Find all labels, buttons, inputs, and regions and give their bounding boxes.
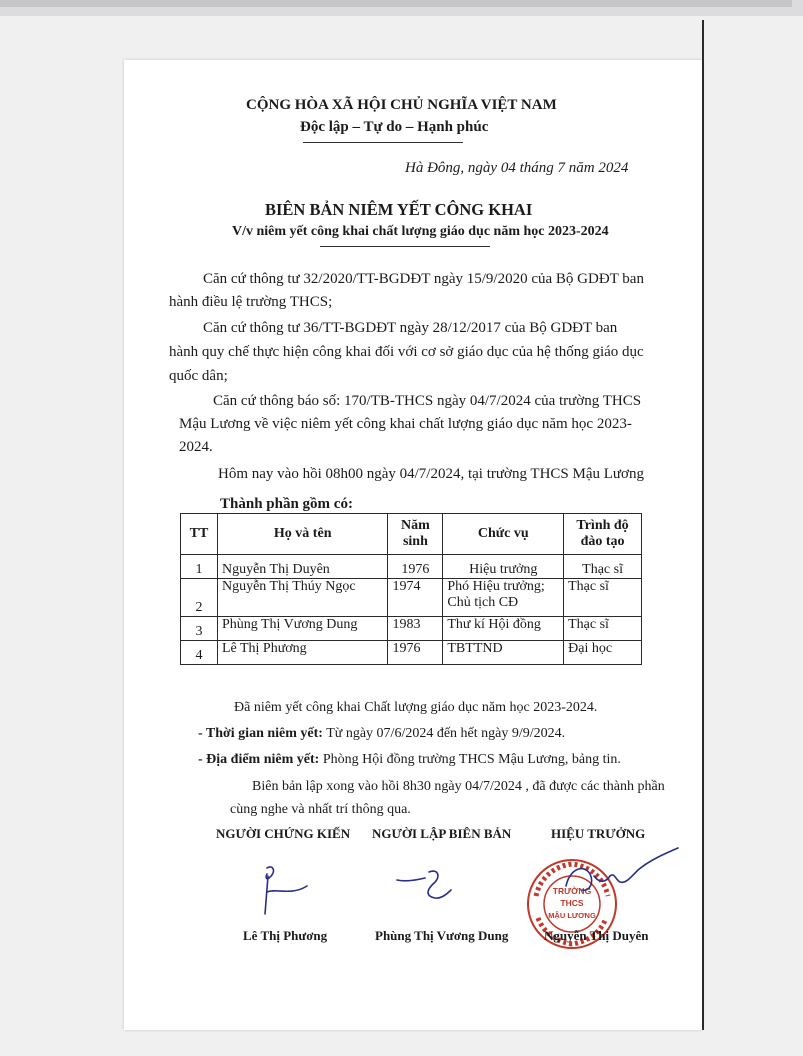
recorder-signature-icon xyxy=(395,868,465,904)
cell-role: Hiệu trưởng xyxy=(443,555,564,579)
cell-name: Nguyễn Thị Thúy Ngọc xyxy=(217,579,388,617)
closing-line-1: Biên bản lập xong vào hồi 8h30 ngày 04/7/2024 , đã được các thành phần xyxy=(252,779,665,794)
cell-role xyxy=(443,579,564,617)
birth-header-l1: Năm xyxy=(401,518,430,533)
para-4: Hôm nay vào hồi 08h00 ngày 04/7/2024, tại trường THCS Mậu Lương xyxy=(218,466,644,482)
cell-year: 1974 xyxy=(388,579,443,617)
col-header-edu xyxy=(564,514,642,555)
subtitle-underline xyxy=(320,246,490,247)
motto-underline xyxy=(303,142,463,143)
stamp-line-1: TRƯỜNG xyxy=(552,886,592,896)
members-heading: Thành phần gồm có: xyxy=(220,496,353,512)
para-2-line-3: quốc dân; xyxy=(169,368,228,384)
cell-edu: Đại học xyxy=(564,641,642,665)
motto: Độc lập – Tự do – Hạnh phúc xyxy=(300,119,489,135)
witness-signature-icon xyxy=(255,862,315,918)
cell-year: 1983 xyxy=(388,617,443,641)
posting-time-label: - Thời gian niêm yết: xyxy=(198,726,323,741)
posting-time-value: Từ ngày 07/6/2024 đến hết ngày 9/9/2024. xyxy=(322,726,566,741)
principal-name: Nguyễn Thị Duyên xyxy=(544,928,649,943)
cell-tt: 3 xyxy=(181,617,218,641)
cell-tt: 2 xyxy=(181,579,218,617)
role-line-2: Chủ tịch CĐ xyxy=(447,595,519,610)
witness-title: NGƯỜI CHỨNG KIẾN xyxy=(216,826,351,841)
stamp-line-3: MẬU LƯƠNG xyxy=(548,911,596,920)
col-header-role: Chức vụ xyxy=(443,514,564,555)
closing-line-2: cùng nghe và nhất trí thông qua. xyxy=(230,802,411,817)
cell-name: Phùng Thị Vương Dung xyxy=(217,617,388,641)
para-1-line-1: Căn cứ thông tư 32/2020/TT-BGDĐT ngày 15/9/2020 của Bộ GDĐT ban xyxy=(203,271,644,287)
principal-signature-icon xyxy=(560,846,684,906)
para-2-line-2: hành quy chế thực hiện công khai đối với cơ sở giáo dục của hệ thống giáo dục xyxy=(169,344,644,360)
para-1-line-2: hành điều lệ trường THCS; xyxy=(169,294,333,310)
cell-year: 1976 xyxy=(388,555,443,579)
cell-edu: Thạc sĩ xyxy=(564,555,642,579)
cell-role: TBTTND xyxy=(443,641,564,665)
para-3-line-2: Mậu Lương về việc niêm yết công khai chất lượng giáo dục năm học 2023- xyxy=(179,416,632,432)
cell-tt: 4 xyxy=(181,641,218,665)
page-edge xyxy=(702,20,704,1030)
top-bar xyxy=(0,0,803,16)
posting-place-label: - Địa điểm niêm yết: xyxy=(198,752,320,767)
recorder-title: NGƯỜI LẬP BIÊN BẢN xyxy=(372,826,512,841)
col-header-tt: TT xyxy=(181,514,218,555)
table-row xyxy=(181,579,642,617)
place-date: Hà Đông, ngày 04 tháng 7 năm 2024 xyxy=(405,160,629,176)
cell-tt: 1 xyxy=(181,555,218,579)
birth-header-l2: sinh xyxy=(402,534,428,549)
posting-time xyxy=(198,726,565,742)
stamp-line-2: THCS xyxy=(560,898,584,908)
top-bar-strip xyxy=(0,0,792,7)
posting-place xyxy=(198,752,621,768)
cell-role: Thư kí Hội đồng xyxy=(443,617,564,641)
para-3-line-1: Căn cứ thông báo số: 170/TB-THCS ngày 04/7/2024 của trường THCS xyxy=(213,393,642,409)
recorder-name: Phùng Thị Vương Dung xyxy=(375,928,509,943)
cell-name: Lê Thị Phương xyxy=(217,641,388,665)
document-title: BIÊN BẢN NIÊM YẾT CÔNG KHAI xyxy=(265,200,533,219)
posting-place-value: Phòng Hội đồng trường THCS Mậu Lương, bảng tin. xyxy=(319,752,621,767)
table-header-row xyxy=(181,514,642,555)
posted-statement: Đã niêm yết công khai Chất lượng giáo dục năm học 2023-2024. xyxy=(234,700,598,715)
principal-title: HIỆU TRƯỞNG xyxy=(551,826,646,841)
witness-name: Lê Thị Phương xyxy=(243,928,328,943)
para-2-line-1: Căn cứ thông tư 36/TT-BGDĐT ngày 28/12/2017 của Bộ GDĐT ban xyxy=(203,320,618,336)
table-row xyxy=(181,641,642,665)
para-3-line-3: 2024. xyxy=(179,439,213,455)
edu-header-l2: đào tạo xyxy=(580,534,625,549)
cell-edu: Thạc sĩ xyxy=(564,579,642,617)
document-subtitle: V/v niêm yết công khai chất lượng giáo dục năm học 2023-2024 xyxy=(232,224,609,239)
col-header-name: Họ và tên xyxy=(217,514,388,555)
table-row xyxy=(181,617,642,641)
cell-year: 1976 xyxy=(388,641,443,665)
nation-name: CỘNG HÒA XÃ HỘI CHỦ NGHĨA VIỆT NAM xyxy=(246,97,557,113)
cell-edu: Thạc sĩ xyxy=(564,617,642,641)
table-row xyxy=(181,555,642,579)
col-header-birth xyxy=(388,514,443,555)
cell-name: Nguyễn Thị Duyên xyxy=(217,555,388,579)
members-table xyxy=(180,513,642,665)
role-line-1: Phó Hiệu trưởng; xyxy=(447,579,545,594)
edu-header-l1: Trình độ xyxy=(576,518,629,533)
